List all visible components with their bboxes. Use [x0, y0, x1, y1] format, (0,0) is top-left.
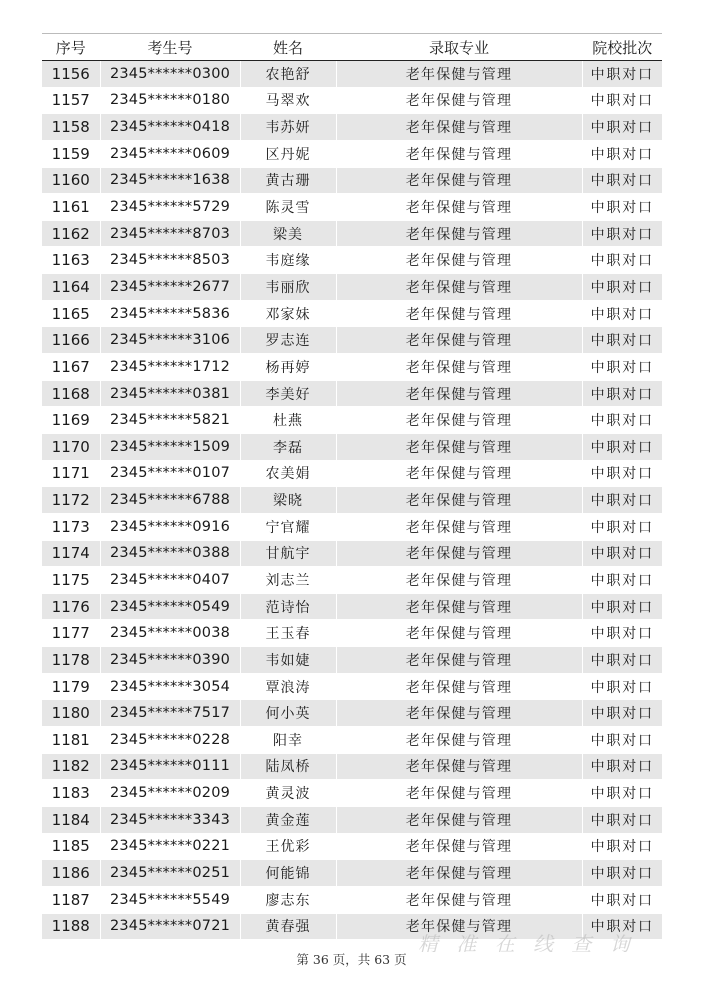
cell-exam-number: 2345******0107 [100, 460, 240, 487]
cell-exam-number: 2345******0388 [100, 540, 240, 567]
cell-name: 宁官耀 [240, 513, 336, 540]
cell-batch: 中职对口 [582, 220, 662, 247]
watermark: 精 准 在 线 查 询 [418, 932, 636, 952]
table-row [42, 247, 662, 274]
cell-batch: 中职对口 [582, 274, 662, 301]
cell-seq: 1156 [42, 61, 100, 88]
cell-seq: 1160 [42, 167, 100, 194]
cell-major: 老年保健与管理 [336, 806, 582, 833]
table-row [42, 433, 662, 460]
cell-major: 老年保健与管理 [336, 886, 582, 913]
cell-batch: 中职对口 [582, 114, 662, 141]
cell-name: 黄春强 [240, 913, 336, 940]
cell-name: 梁美 [240, 220, 336, 247]
cell-major: 老年保健与管理 [336, 61, 582, 88]
cell-seq: 1180 [42, 700, 100, 727]
table-row [42, 407, 662, 434]
cell-seq: 1165 [42, 300, 100, 327]
cell-name: 韦如婕 [240, 647, 336, 674]
cell-name: 覃浪涛 [240, 673, 336, 700]
cell-batch: 中职对口 [582, 567, 662, 594]
cell-major: 老年保健与管理 [336, 753, 582, 780]
cell-batch: 中职对口 [582, 380, 662, 407]
cell-major: 老年保健与管理 [336, 300, 582, 327]
cell-seq: 1179 [42, 673, 100, 700]
cell-seq: 1159 [42, 140, 100, 167]
cell-major: 老年保健与管理 [336, 140, 582, 167]
header-row [42, 34, 662, 61]
table-row [42, 220, 662, 247]
cell-major: 老年保健与管理 [336, 407, 582, 434]
cell-batch: 中职对口 [582, 727, 662, 754]
table-row [42, 753, 662, 780]
cell-exam-number: 2345******5729 [100, 194, 240, 221]
cell-batch: 中职对口 [582, 833, 662, 860]
cell-exam-number: 2345******0251 [100, 860, 240, 887]
cell-batch: 中职对口 [582, 753, 662, 780]
cell-name: 黄古珊 [240, 167, 336, 194]
table-row [42, 487, 662, 514]
table-row [42, 114, 662, 141]
cell-major: 老年保健与管理 [336, 354, 582, 381]
cell-major: 老年保健与管理 [336, 647, 582, 674]
table-row [42, 87, 662, 114]
cell-major: 老年保健与管理 [336, 167, 582, 194]
header-exam-number: 考生号 [100, 34, 240, 61]
cell-major: 老年保健与管理 [336, 220, 582, 247]
cell-name: 王优彩 [240, 833, 336, 860]
cell-batch: 中职对口 [582, 407, 662, 434]
table-row [42, 354, 662, 381]
header-seq: 序号 [42, 34, 100, 61]
cell-batch: 中职对口 [582, 140, 662, 167]
cell-exam-number: 2345******7517 [100, 700, 240, 727]
cell-name: 韦苏妍 [240, 114, 336, 141]
cell-name: 何小英 [240, 700, 336, 727]
table-row [42, 274, 662, 301]
cell-major: 老年保健与管理 [336, 540, 582, 567]
cell-seq: 1166 [42, 327, 100, 354]
cell-exam-number: 2345******0209 [100, 780, 240, 807]
table-row [42, 194, 662, 221]
cell-exam-number: 2345******5836 [100, 300, 240, 327]
cell-name: 区丹妮 [240, 140, 336, 167]
cell-seq: 1188 [42, 913, 100, 940]
cell-seq: 1176 [42, 593, 100, 620]
table-header [42, 34, 662, 61]
cell-seq: 1186 [42, 860, 100, 887]
cell-seq: 1187 [42, 886, 100, 913]
cell-batch: 中职对口 [582, 487, 662, 514]
cell-name: 梁晓 [240, 487, 336, 514]
cell-batch: 中职对口 [582, 540, 662, 567]
table-row [42, 727, 662, 754]
cell-major: 老年保健与管理 [336, 247, 582, 274]
cell-exam-number: 2345******6788 [100, 487, 240, 514]
table-row [42, 593, 662, 620]
cell-batch: 中职对口 [582, 300, 662, 327]
table-row [42, 61, 662, 88]
cell-name: 王玉春 [240, 620, 336, 647]
cell-exam-number: 2345******8503 [100, 247, 240, 274]
cell-seq: 1169 [42, 407, 100, 434]
cell-batch: 中职对口 [582, 194, 662, 221]
cell-seq: 1181 [42, 727, 100, 754]
cell-batch: 中职对口 [582, 860, 662, 887]
cell-name: 杜燕 [240, 407, 336, 434]
cell-name: 韦庭缘 [240, 247, 336, 274]
cell-exam-number: 2345******0111 [100, 753, 240, 780]
header-major: 录取专业 [336, 34, 582, 61]
cell-batch: 中职对口 [582, 886, 662, 913]
table-row [42, 700, 662, 727]
cell-major: 老年保健与管理 [336, 700, 582, 727]
table-body [42, 61, 662, 940]
cell-major: 老年保健与管理 [336, 433, 582, 460]
cell-seq: 1162 [42, 220, 100, 247]
cell-exam-number: 2345******0038 [100, 620, 240, 647]
cell-name: 陆凤桥 [240, 753, 336, 780]
cell-name: 李美好 [240, 380, 336, 407]
table-row [42, 833, 662, 860]
cell-exam-number: 2345******0228 [100, 727, 240, 754]
cell-seq: 1167 [42, 354, 100, 381]
table-row [42, 886, 662, 913]
cell-batch: 中职对口 [582, 593, 662, 620]
cell-exam-number: 2345******0609 [100, 140, 240, 167]
cell-exam-number: 2345******1712 [100, 354, 240, 381]
cell-exam-number: 2345******3343 [100, 806, 240, 833]
cell-name: 刘志兰 [240, 567, 336, 594]
cell-seq: 1182 [42, 753, 100, 780]
cell-major: 老年保健与管理 [336, 913, 582, 940]
cell-name: 何能锦 [240, 860, 336, 887]
cell-batch: 中职对口 [582, 460, 662, 487]
table-row [42, 167, 662, 194]
cell-name: 邓家妹 [240, 300, 336, 327]
cell-batch: 中职对口 [582, 913, 662, 940]
cell-major: 老年保健与管理 [336, 460, 582, 487]
cell-exam-number: 2345******0221 [100, 833, 240, 860]
cell-exam-number: 2345******0418 [100, 114, 240, 141]
cell-batch: 中职对口 [582, 247, 662, 274]
cell-batch: 中职对口 [582, 806, 662, 833]
cell-major: 老年保健与管理 [336, 673, 582, 700]
cell-exam-number: 2345******0390 [100, 647, 240, 674]
cell-seq: 1174 [42, 540, 100, 567]
cell-seq: 1173 [42, 513, 100, 540]
table-row [42, 540, 662, 567]
cell-exam-number: 2345******0407 [100, 567, 240, 594]
cell-exam-number: 2345******3106 [100, 327, 240, 354]
cell-seq: 1168 [42, 380, 100, 407]
cell-exam-number: 2345******2677 [100, 274, 240, 301]
cell-batch: 中职对口 [582, 433, 662, 460]
header-batch: 院校批次 [582, 34, 662, 61]
cell-batch: 中职对口 [582, 61, 662, 88]
cell-exam-number: 2345******1638 [100, 167, 240, 194]
cell-name: 李磊 [240, 433, 336, 460]
cell-exam-number: 2345******0180 [100, 87, 240, 114]
cell-exam-number: 2345******3054 [100, 673, 240, 700]
admission-table [42, 33, 662, 940]
cell-seq: 1185 [42, 833, 100, 860]
cell-name: 阳幸 [240, 727, 336, 754]
cell-exam-number: 2345******0381 [100, 380, 240, 407]
table-row [42, 327, 662, 354]
cell-seq: 1164 [42, 274, 100, 301]
cell-seq: 1175 [42, 567, 100, 594]
cell-major: 老年保健与管理 [336, 593, 582, 620]
table-row [42, 300, 662, 327]
cell-batch: 中职对口 [582, 354, 662, 381]
cell-major: 老年保健与管理 [336, 513, 582, 540]
cell-exam-number: 2345******0549 [100, 593, 240, 620]
cell-seq: 1172 [42, 487, 100, 514]
cell-major: 老年保健与管理 [336, 194, 582, 221]
cell-name: 罗志连 [240, 327, 336, 354]
cell-major: 老年保健与管理 [336, 833, 582, 860]
cell-batch: 中职对口 [582, 513, 662, 540]
cell-major: 老年保健与管理 [336, 567, 582, 594]
cell-seq: 1170 [42, 433, 100, 460]
cell-major: 老年保健与管理 [336, 860, 582, 887]
cell-seq: 1184 [42, 806, 100, 833]
cell-seq: 1158 [42, 114, 100, 141]
table-row [42, 647, 662, 674]
cell-seq: 1161 [42, 194, 100, 221]
cell-exam-number: 2345******1509 [100, 433, 240, 460]
admission-table-container [42, 33, 662, 940]
cell-major: 老年保健与管理 [336, 380, 582, 407]
cell-major: 老年保健与管理 [336, 327, 582, 354]
table-row [42, 780, 662, 807]
cell-exam-number: 2345******0721 [100, 913, 240, 940]
cell-major: 老年保健与管理 [336, 87, 582, 114]
cell-seq: 1171 [42, 460, 100, 487]
cell-seq: 1177 [42, 620, 100, 647]
header-name: 姓名 [240, 34, 336, 61]
cell-name: 农艳舒 [240, 61, 336, 88]
cell-name: 黄金莲 [240, 806, 336, 833]
cell-major: 老年保健与管理 [336, 620, 582, 647]
cell-name: 甘航宇 [240, 540, 336, 567]
table-row [42, 380, 662, 407]
cell-batch: 中职对口 [582, 647, 662, 674]
table-row [42, 860, 662, 887]
cell-seq: 1157 [42, 87, 100, 114]
table-row [42, 460, 662, 487]
cell-batch: 中职对口 [582, 620, 662, 647]
table-row [42, 567, 662, 594]
cell-batch: 中职对口 [582, 700, 662, 727]
cell-name: 陈灵雪 [240, 194, 336, 221]
cell-exam-number: 2345******0916 [100, 513, 240, 540]
cell-major: 老年保健与管理 [336, 114, 582, 141]
cell-batch: 中职对口 [582, 327, 662, 354]
cell-major: 老年保健与管理 [336, 780, 582, 807]
cell-seq: 1178 [42, 647, 100, 674]
cell-exam-number: 2345******8703 [100, 220, 240, 247]
cell-seq: 1163 [42, 247, 100, 274]
table-row [42, 140, 662, 167]
cell-exam-number: 2345******0300 [100, 61, 240, 88]
cell-exam-number: 2345******5821 [100, 407, 240, 434]
cell-batch: 中职对口 [582, 780, 662, 807]
table-row [42, 620, 662, 647]
cell-name: 范诗怡 [240, 593, 336, 620]
cell-batch: 中职对口 [582, 673, 662, 700]
cell-name: 韦丽欣 [240, 274, 336, 301]
table-row [42, 513, 662, 540]
cell-batch: 中职对口 [582, 167, 662, 194]
cell-batch: 中职对口 [582, 87, 662, 114]
cell-name: 马翠欢 [240, 87, 336, 114]
cell-major: 老年保健与管理 [336, 274, 582, 301]
cell-name: 农美娟 [240, 460, 336, 487]
page-footer: 第 36 页，共 63 页 [296, 952, 407, 967]
table-row [42, 806, 662, 833]
cell-name: 廖志东 [240, 886, 336, 913]
cell-name: 杨再婷 [240, 354, 336, 381]
cell-major: 老年保健与管理 [336, 727, 582, 754]
cell-major: 老年保健与管理 [336, 487, 582, 514]
cell-seq: 1183 [42, 780, 100, 807]
table-row [42, 673, 662, 700]
cell-exam-number: 2345******5549 [100, 886, 240, 913]
cell-name: 黄灵波 [240, 780, 336, 807]
